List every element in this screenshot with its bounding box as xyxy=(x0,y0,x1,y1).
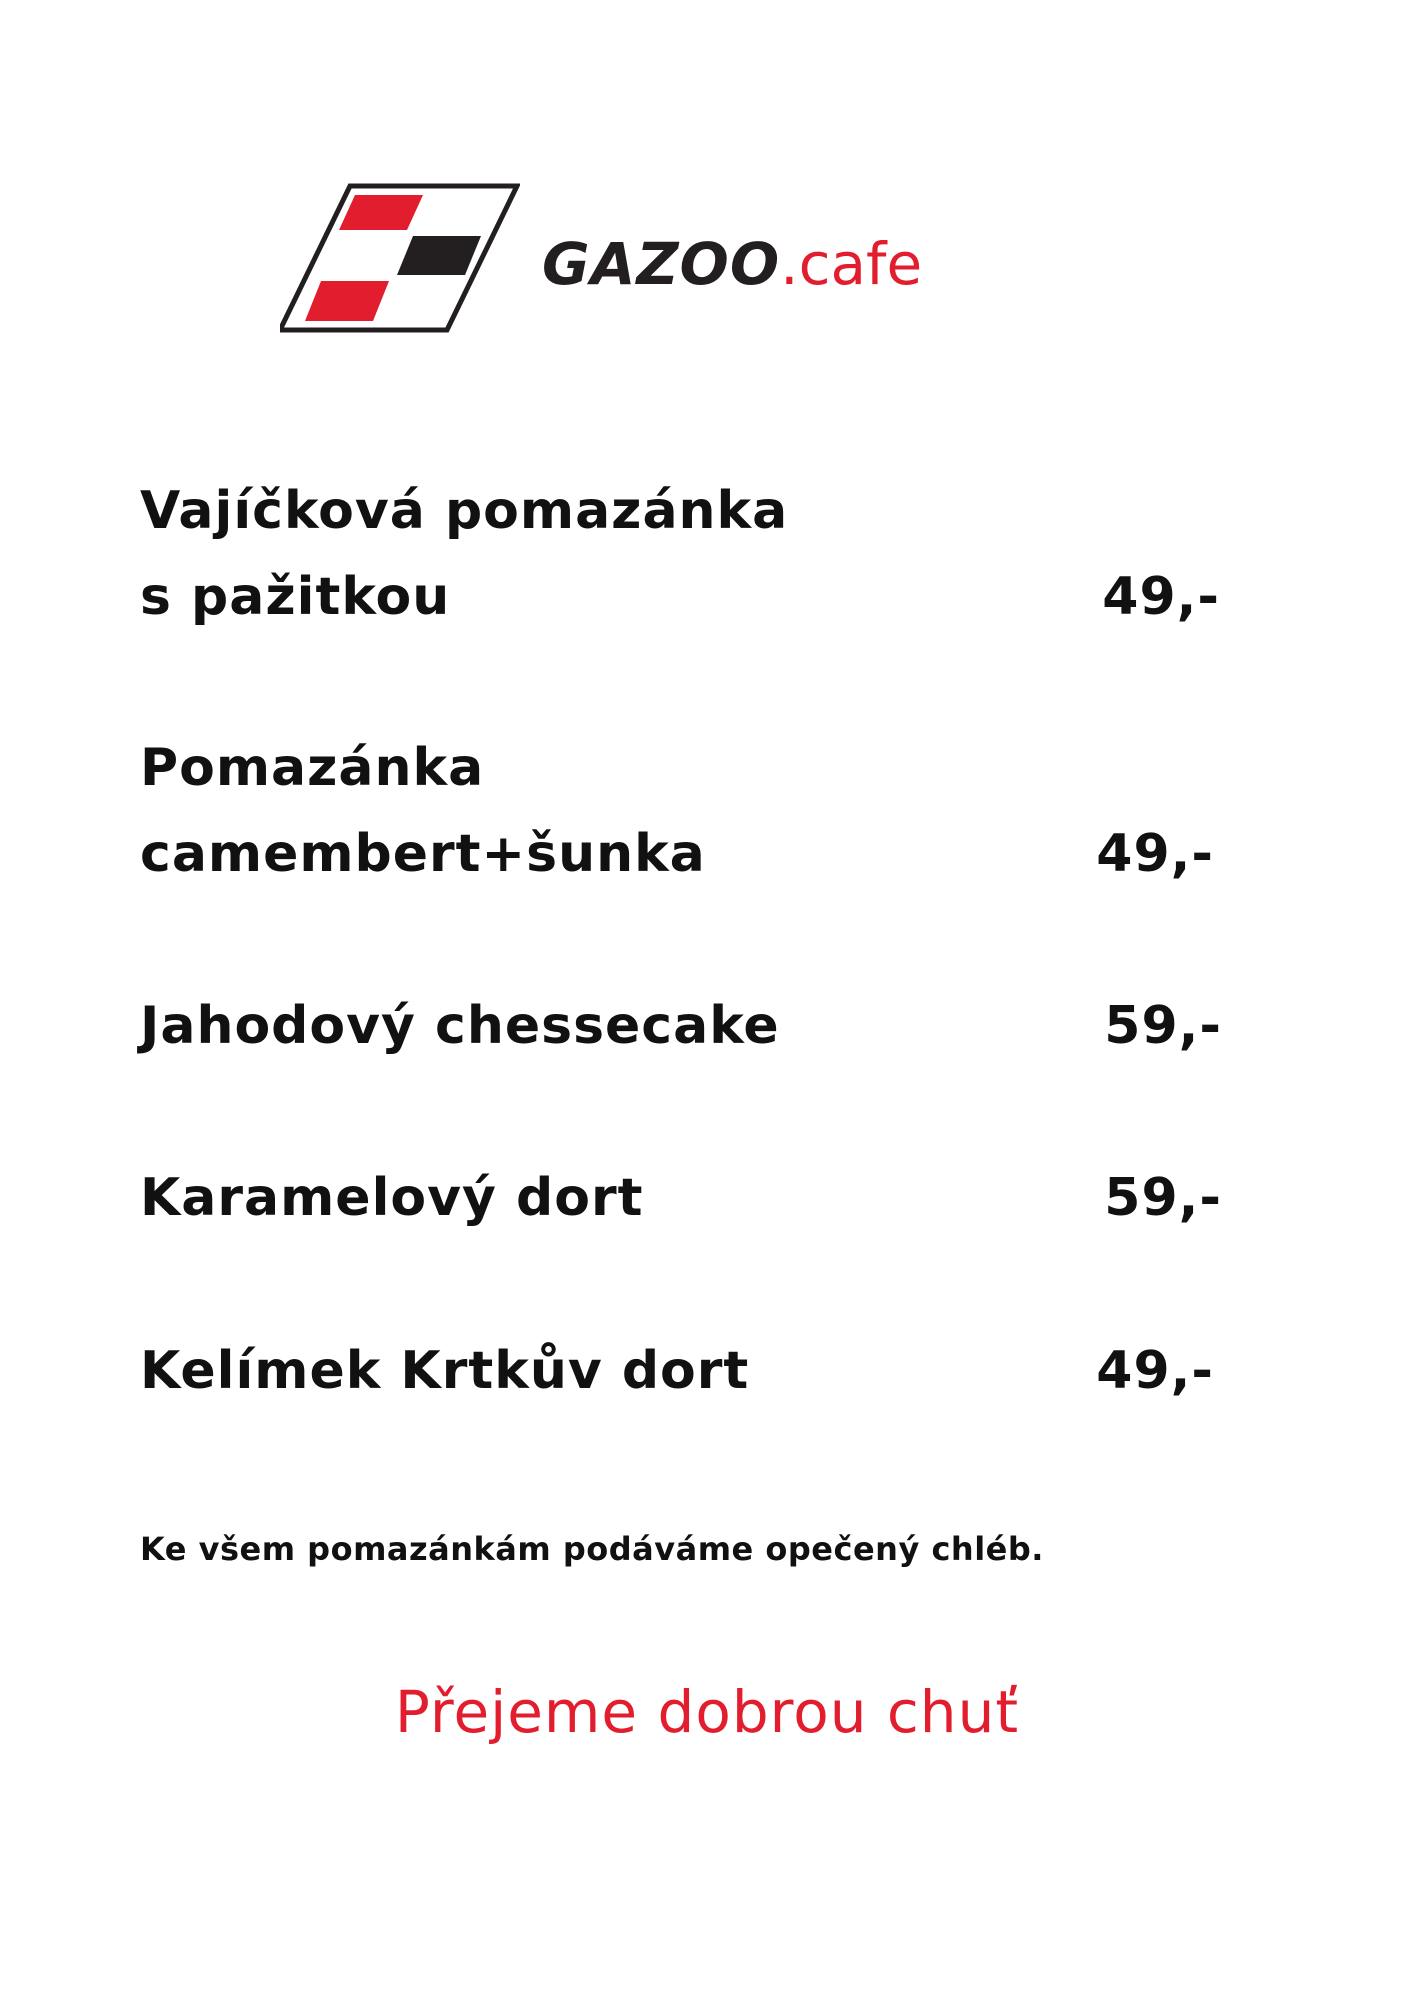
brand-logo xyxy=(280,183,1140,343)
checkered-flag-icon xyxy=(280,183,520,333)
menu-item-price: 49,- xyxy=(1096,1341,1214,1401)
menu-item-price: 49,- xyxy=(1096,824,1214,884)
menu-item-price: 59,- xyxy=(1104,996,1222,1056)
closing-wish: Přejeme dobrou chuť xyxy=(394,1678,1020,1746)
brand-name: GAZOO xyxy=(542,230,781,298)
menu-item-2 xyxy=(140,725,1220,897)
menu-item-name-line1: Pomazánka xyxy=(140,738,485,798)
menu-item-name-line2: camembert+šunka xyxy=(140,824,706,884)
menu-item-name xyxy=(140,725,1220,897)
menu-item-name xyxy=(140,468,1220,640)
menu-item-name: Kelímek Krtkův dort xyxy=(140,1341,750,1401)
menu-item-name-line1: Vajíčková pomazánka xyxy=(140,481,789,541)
menu-item-name: Jahodový chessecake xyxy=(140,996,780,1056)
menu-item-name: Karamelový dort xyxy=(140,1168,644,1228)
menu-item-price: 59,- xyxy=(1104,1168,1222,1228)
brand-wordmark xyxy=(542,230,923,298)
menu-item-3 xyxy=(140,983,1220,1069)
menu-item-name-line2: s pažitkou xyxy=(140,567,451,627)
menu-item-4 xyxy=(140,1155,1220,1241)
menu-item-1 xyxy=(140,468,1220,640)
bread-note: Ke všem pomazánkám podáváme opečený chléb. xyxy=(140,1530,1044,1568)
brand-suffix: .cafe xyxy=(780,230,923,298)
menu-item-5 xyxy=(140,1328,1220,1414)
menu-item-price: 49,- xyxy=(1102,567,1220,627)
